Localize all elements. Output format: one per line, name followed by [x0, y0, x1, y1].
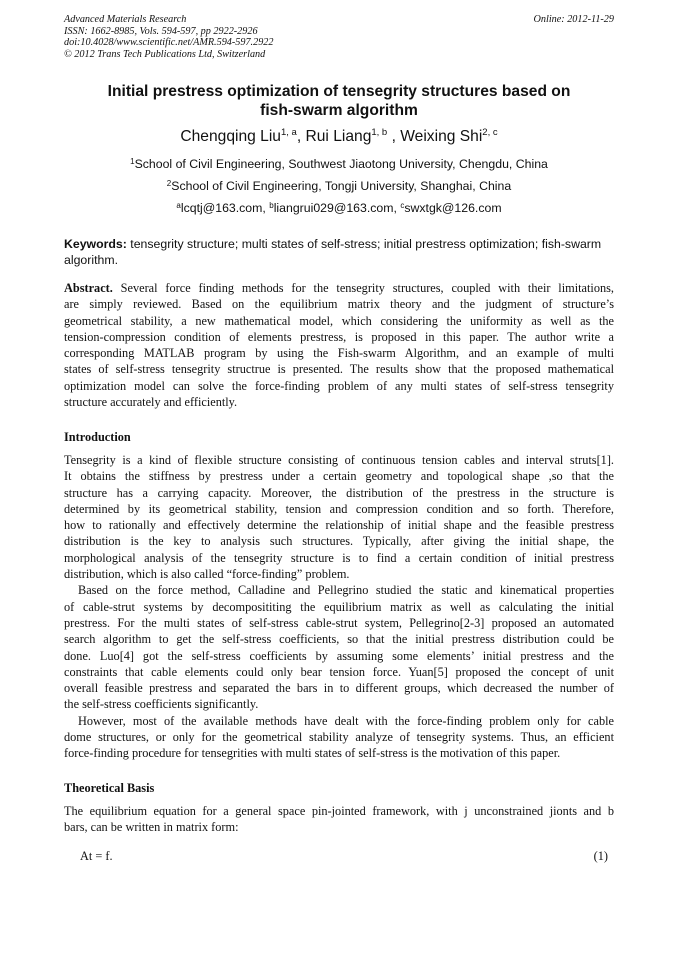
body-line: It obtains the stiffness by prestress under a certain geometry and topological shape ,so that the — [64, 469, 614, 484]
body-line: Based on the force method, Calladine and Pellegrino studied the static and kinematical properties — [78, 583, 614, 598]
body-line: overall feasible prestress and separated the bars in to different groups, which decreased the number of — [64, 681, 614, 696]
introduction-body — [64, 452, 614, 762]
email-address: swxtgk@126.com — [404, 201, 502, 215]
affiliation — [64, 157, 614, 172]
body-line: The equilibrium equation for a general space pin-jointed framework, with j unconstrained jionts and b — [64, 804, 614, 818]
author-separator: , — [296, 128, 306, 145]
equation: At = f. — [80, 849, 113, 863]
body-line: force-finding procedure for tensegrities with multi states of self-stress is the motivation of this paper. — [64, 746, 561, 761]
body-line: structure has a carrying capacity. Moreover, the distribution of the prestress in the structure is — [64, 485, 614, 500]
body-line: morphological analysis of the tensegrity structure is to find a certain condition of initial prestress — [64, 550, 614, 565]
abstract-line: corresponding MATLAB program by using the Fish-swarm Algorithm, and an example of multi — [64, 346, 614, 361]
abstract-line: geometrical stability, a new mathematical model, which considering the uniformity as well as the — [64, 313, 614, 328]
abstract-label: Abstract. — [64, 281, 113, 295]
equation-number: (1) — [593, 849, 608, 863]
abstract-line: optimization model can solve the force-finding problem of any multi states of self-stress tensegrity — [64, 378, 614, 393]
paper-title — [64, 82, 614, 120]
title-line: fish-swarm algorithm — [260, 102, 418, 119]
section-heading-theoretical-basis: Theoretical Basis — [64, 781, 155, 795]
author-affil-marker: 1, a — [280, 127, 297, 138]
body-line: bars, can be written in matrix form: — [64, 820, 239, 835]
body-line: search algorithm to get the self-stress coefficients, so that the initial prestress distribution could be — [64, 632, 614, 647]
abstract-line: Several force finding methods for the tensegrity structures, coupled with their limitations, — [112, 281, 614, 295]
copyright-line: © 2012 Trans Tech Publications Ltd, Switzerland — [64, 48, 266, 60]
body-line: Tensegrity is a kind of flexible structure consisting of continuous tension cables and interval struts[1]. — [64, 453, 614, 467]
keywords — [64, 236, 614, 268]
email-marker: a — [176, 201, 181, 210]
author-affil-marker: 2, c — [482, 127, 498, 138]
body-line: dome structures, or only for the geometrical stability analyze of tensegrity systems. Thus, an efficient — [64, 730, 614, 745]
email-address: lcqtj@163.com, — [180, 201, 270, 215]
author-name: Weixing Shi — [400, 128, 483, 145]
abstract-line: are simply reviewed. Based on the equilibrium matrix theory and the judgment of structure’s — [64, 297, 614, 312]
keywords-text: tensegrity structure; multi states of self-stress; initial prestress optimization; fish-swarm — [126, 237, 602, 251]
body-line: distribution, which is also called “force-finding” problem. — [64, 567, 350, 582]
body-line: constraints that cable elements could only bear tension force. Yuan[5] proposed the concept of unit — [64, 664, 614, 679]
author-affil-marker: 1, b — [371, 127, 388, 138]
email-address: liangrui029@163.com, — [273, 201, 401, 215]
author-separator: , — [387, 128, 401, 145]
body-line: how to rationally and effectively determine the relationship of initial shape and the feasible prestress — [64, 518, 614, 533]
body-line: However, most of the available methods have dealt with the force-finding problem only for cable — [78, 713, 614, 728]
section-heading-introduction: Introduction — [64, 430, 131, 444]
theory-body — [64, 803, 614, 836]
keywords-label: Keywords: — [64, 237, 127, 251]
email-marker: c — [400, 201, 405, 210]
body-line: determined by its geometrical stability, tension and compression condition and so forth. Therefore, — [64, 501, 614, 516]
journal-header — [64, 14, 273, 60]
body-line: distribution is the key to analysis such structures. Typically, after giving the initial shape, the — [64, 534, 614, 549]
affiliation-marker: 2 — [166, 179, 172, 188]
body-line: of cable-strut systems by decomposititing the equilibrium matrix as well as calculating the initial — [64, 599, 614, 614]
online-date: Online: 2012-11-29 — [533, 14, 614, 25]
abstract-line: states of self-stress tensegrity structrue is presented. The results show that the proposed mathematical — [64, 362, 614, 377]
body-line: prestress. For the multi states of self-stress cable-strut system, Pellegrino[2-3] proposed an automated — [64, 615, 614, 630]
author-name: Rui Liang — [305, 128, 372, 145]
journal-name: Advanced Materials Research — [64, 14, 187, 25]
affiliation-text: School of Civil Engineering, Southwest Jiaotong University, Chengdu, China — [134, 157, 548, 171]
author-list — [64, 128, 614, 146]
title-line: Initial prestress optimization of tensegrity structures based on — [107, 83, 571, 100]
abstract-line: structure accurately and efficiently. — [64, 395, 238, 410]
body-line: the self-stress coefficients significantly. — [64, 697, 259, 712]
abstract-line: tension-compression condition of elements prestress, is proposed in this paper. The author write a — [64, 329, 614, 344]
abstract — [64, 280, 614, 410]
affiliation-marker: 1 — [130, 157, 135, 166]
body-line: done. Luo[4] got the self-stress coefficients by assuming some elements’ initial prestress and the — [64, 648, 614, 663]
doi-line: doi:10.4028/www.scientific.net/AMR.594-597.2922 — [64, 37, 274, 49]
author-name: Chengqing Liu — [180, 128, 281, 145]
affiliation — [64, 179, 614, 194]
email-marker: b — [269, 201, 274, 210]
keywords-text: algorithm. — [64, 253, 118, 267]
email-line — [64, 201, 614, 216]
issn-line: ISSN: 1662-8985, Vols. 594-597, pp 2922-2926 — [64, 25, 258, 37]
affiliation-text: School of Civil Engineering, Tongji University, Shanghai, China — [171, 179, 512, 193]
